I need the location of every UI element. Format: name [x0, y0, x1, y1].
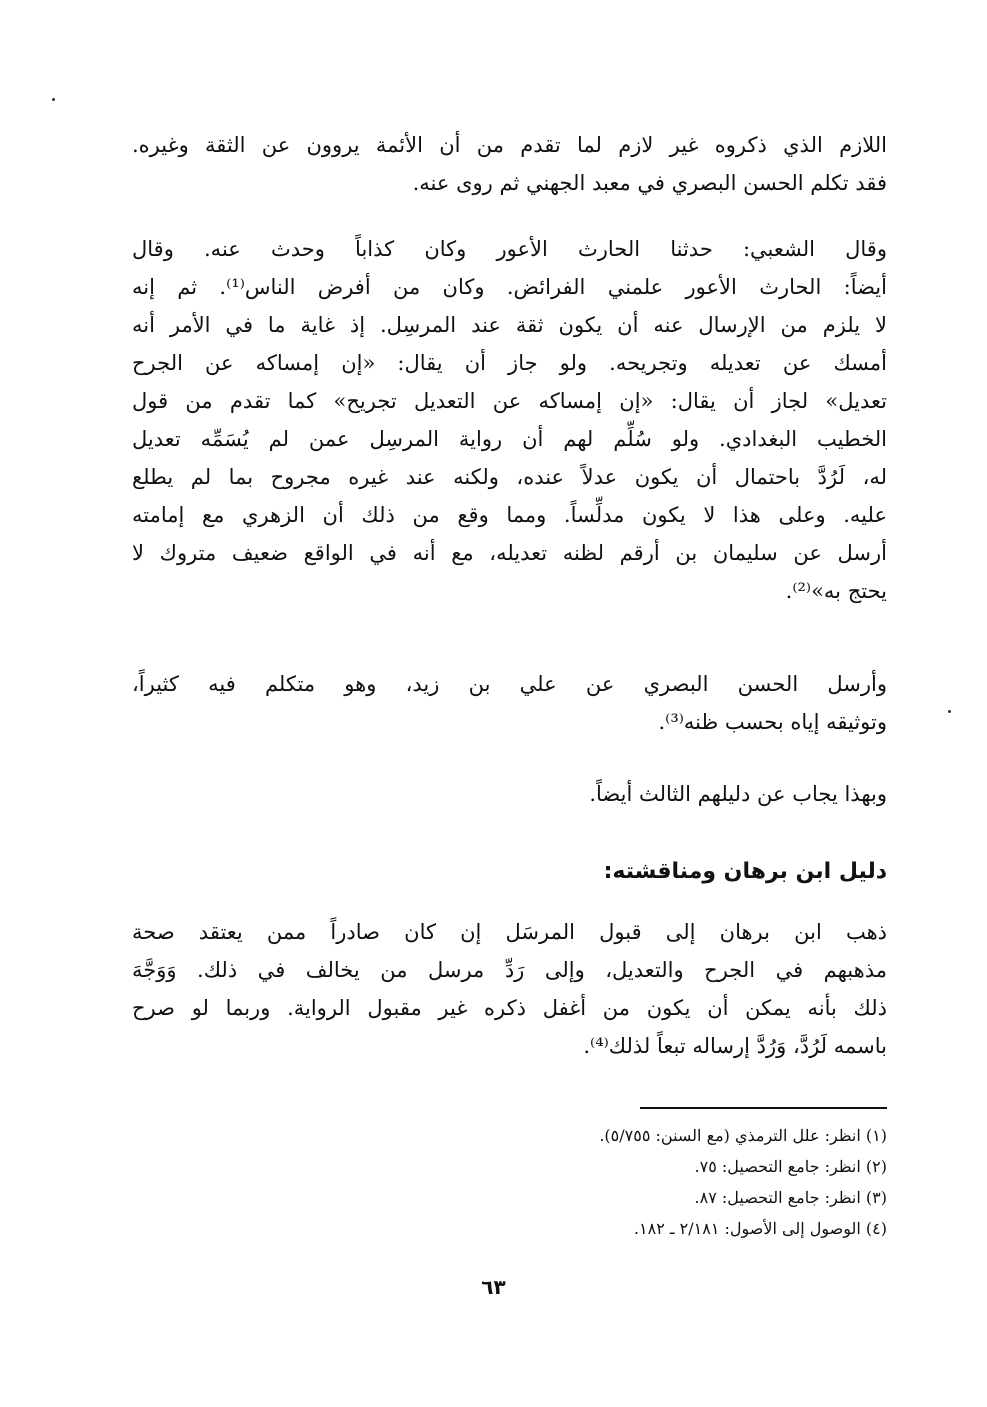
- footnote-4: (٤) الوصول إلى الأصول: ٢/١٨١ ـ ١٨٢.: [633, 1219, 887, 1238]
- text-line: وبهذا يجاب عن دليلهم الثالث أيضاً.: [589, 782, 887, 806]
- text-line: الخطيب البغدادي. ولو سُلِّم لهم أن رواية المرسِل عمن لم يُسَمِّه تعديل: [132, 427, 887, 451]
- footnote-3: (٣) انظر: جامع التحصيل: ٨٧.: [694, 1188, 887, 1207]
- text-line: باسمه لَرُدَّ، وَرُدَّ إرساله تبعاً لذلك⁽⁴⁾.: [583, 1034, 887, 1058]
- text-line: تعديل» لجاز أن يقال: «إن إمساكه عن التعديل تجريح» كما تقدم من قول: [132, 389, 887, 413]
- text-line: ذهب ابن برهان إلى قبول المرسَل إن كان صادراً ممن يعتقد صحة: [132, 920, 887, 944]
- scan-speck: [52, 98, 55, 101]
- paragraph-1: [132, 126, 887, 202]
- text-line: وتوثيقه إياه بحسب ظنه⁽³⁾.: [658, 710, 887, 734]
- page-number: ٦٣: [481, 1275, 506, 1299]
- text-line: اللازم الذي ذكروه غير لازم لما تقدم من أن الأئمة يروون عن الثقة وغيره.: [132, 133, 887, 157]
- footnote-1: (١) انظر: علل الترمذي (مع السنن: ٥/٧٥٥).: [599, 1126, 887, 1145]
- text-line: له، لَرُدَّ باحتمال أن يكون عدلاً عنده، ولكنه عند غيره مجروح بما لم يطلع: [132, 465, 887, 489]
- text-line: وقال الشعبي: حدثنا الحارث الأعور وكان كذاباً وحدث عنه. وقال: [132, 237, 887, 261]
- footnote-2: (٢) انظر: جامع التحصيل: ٧٥.: [694, 1157, 887, 1176]
- text-line: عليه. وعلى هذا لا يكون مدلِّساً. ومما وقع من ذلك أن الزهري مع إمامته: [132, 503, 887, 527]
- paragraph-3: [132, 665, 887, 741]
- footnotes: [420, 1120, 887, 1244]
- text-line: ذلك بأنه يمكن أن يكون من أغفل ذكره غير مقبول الرواية. وربما لو صرح: [132, 996, 887, 1020]
- scan-speck: [948, 710, 951, 713]
- text-line: أرسل عن سليمان بن أرقم لظنه تعديله، مع أنه في الواقع ضعيف متروك لا: [132, 541, 887, 565]
- section-heading: دليل ابن برهان ومناقشته:: [603, 859, 887, 884]
- paragraph-5: [132, 913, 887, 1065]
- text-line: وأرسل الحسن البصري عن علي بن زيد، وهو متكلم فيه كثيراً،: [132, 672, 887, 696]
- footnote-divider: [640, 1107, 887, 1109]
- text-line: لا يلزم من الإرسال عنه أن يكون ثقة عند المرسِل. إذ غاية ما في الأمر أنه: [132, 313, 887, 337]
- text-line: يحتج به»⁽²⁾.: [785, 579, 887, 603]
- text-line: أمسك عن تعديله وتجريحه. ولو جاز أن يقال: «إن إمساكه عن الجرح: [132, 351, 887, 375]
- text-line: فقد تكلم الحسن البصري في معبد الجهني ثم روى عنه.: [412, 171, 887, 195]
- text-line: مذهبهم في الجرح والتعديل، وإلى رَدِّ مرسل من يخالف في ذلك. وَوَجَّهَ: [132, 958, 887, 982]
- text-line: أيضاً: الحارث الأعور علمني الفرائض. وكان من أفرض الناس⁽¹⁾. ثم إنه: [132, 275, 887, 299]
- paragraph-4: [132, 775, 887, 813]
- paragraph-2: [132, 230, 887, 610]
